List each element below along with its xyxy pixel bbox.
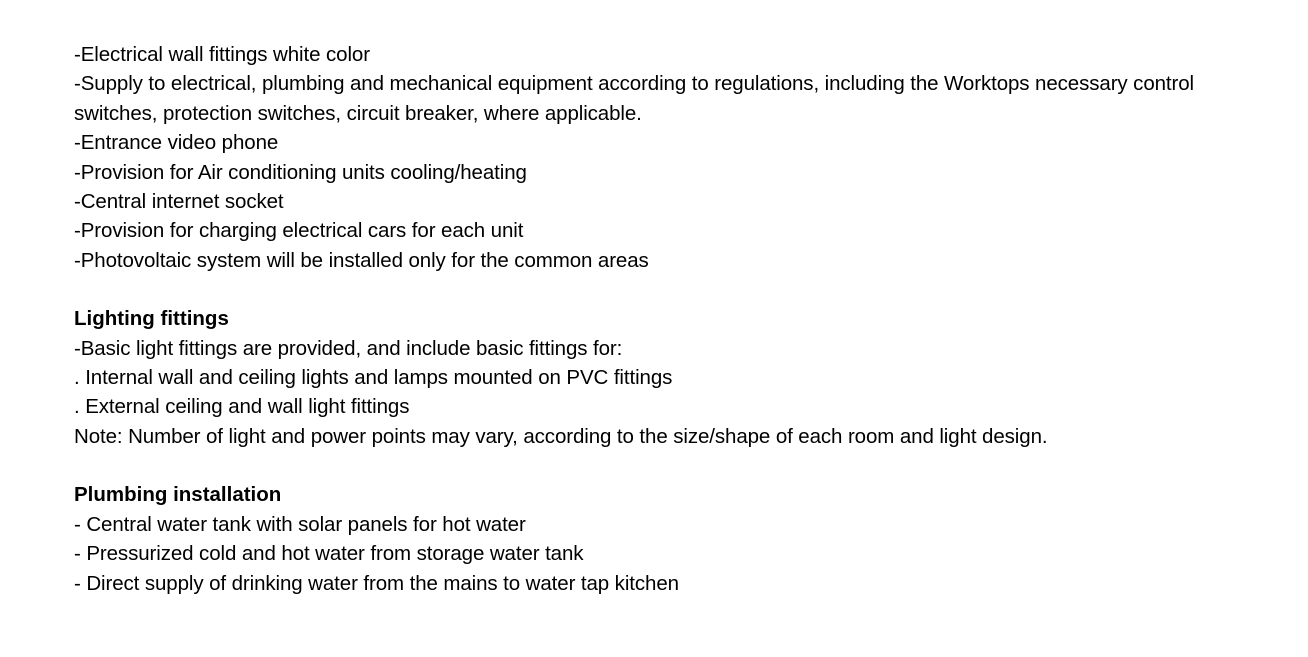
section-electrical-installation xyxy=(74,40,1278,275)
section-heading: Plumbing installation xyxy=(74,483,282,507)
body-line: -Provision for Air conditioning units cooling/heating xyxy=(74,160,527,184)
body-line: - Direct supply of drinking water from the mains to water tap kitchen xyxy=(74,571,679,595)
body-line: -Supply to electrical, plumbing and mechanical equipment according to regulations, including the Worktops necessary control switches, protection switches, circuit breaker, where applicable. xyxy=(74,72,1200,125)
section-heading: Lighting fittings xyxy=(74,307,229,331)
section-lighting-fittings xyxy=(74,304,1278,451)
body-line: - Pressurized cold and hot water from storage water tank xyxy=(74,542,584,566)
body-line: -Provision for charging electrical cars for each unit xyxy=(74,219,524,243)
body-line: - Central water tank with solar panels for hot water xyxy=(74,512,526,536)
section-spacer xyxy=(74,451,1278,480)
body-line: -Central internet socket xyxy=(74,190,284,214)
body-line: -Electrical wall fittings white color xyxy=(74,43,370,66)
body-line: -Entrance video phone xyxy=(74,131,279,155)
body-line: . Internal wall and ceiling lights and lamps mounted on PVC fittings xyxy=(74,366,673,390)
body-line: -Basic light fittings are provided, and include basic fittings for: xyxy=(74,336,623,360)
body-line: Note: Number of light and power points may vary, according to the size/shape of each room and light design. xyxy=(74,424,1048,448)
section-spacer xyxy=(74,275,1278,304)
body-line: . External ceiling and wall light fittings xyxy=(74,395,410,419)
body-line: -Photovoltaic system will be installed only for the common areas xyxy=(74,248,649,272)
section-plumbing-installation xyxy=(74,480,1278,598)
